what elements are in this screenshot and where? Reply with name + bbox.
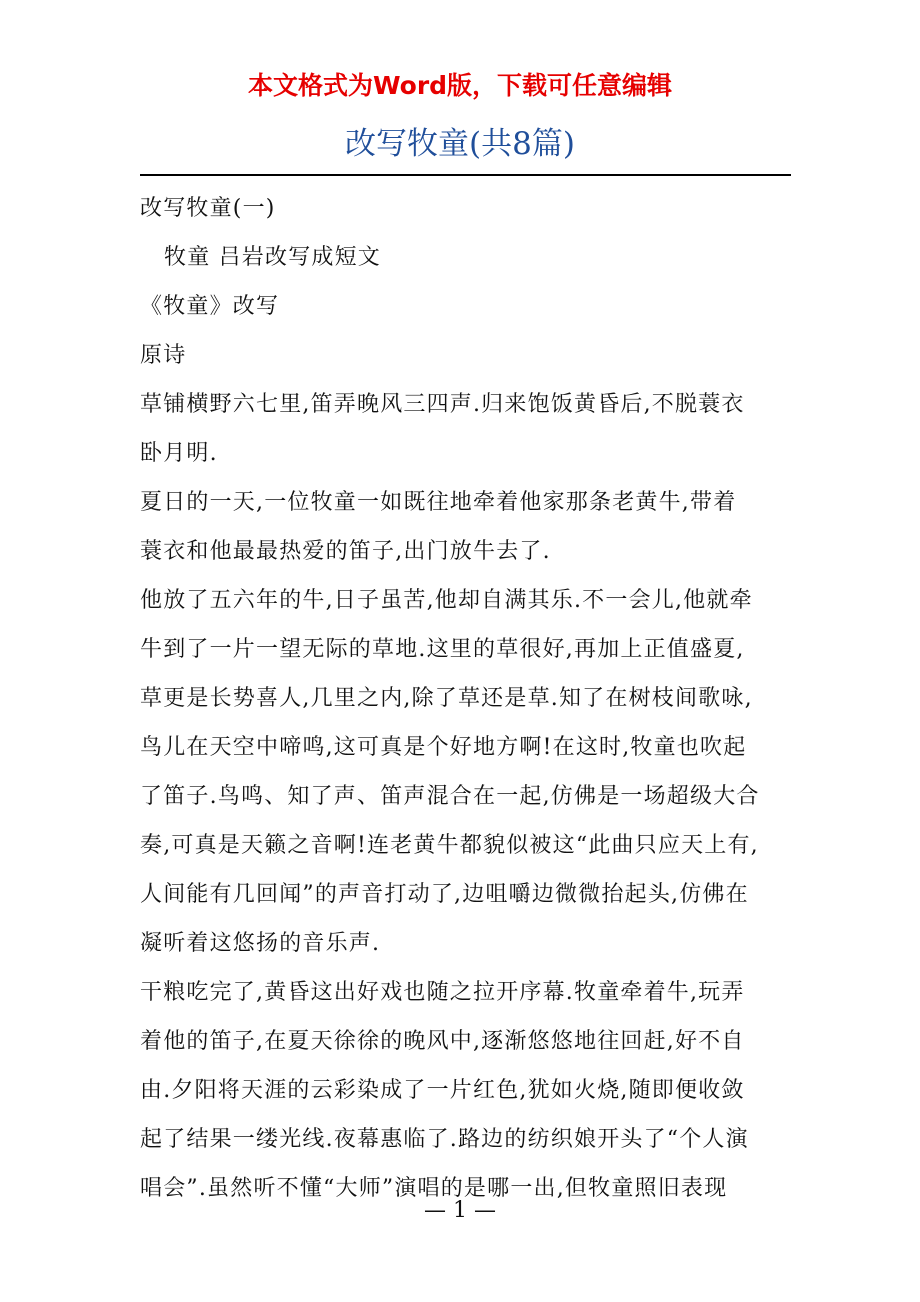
banner-notice: 本文格式为Word版，下载可任意编辑 [247, 71, 673, 100]
text-line: 着他的笛子,在夏天徐徐的晚风中,逐渐悠悠地往回赶,好不自 [140, 1029, 745, 1054]
text-line: 鸟儿在天空中啼鸣,这可真是个好地方啊!在这时,牧童也吹起 [140, 735, 747, 760]
text-line: 夏日的一天,一位牧童一如既往地牵着他家那条老黄牛,带着 [140, 490, 737, 515]
text-line: 蓑衣和他最最热爱的笛子,出门放牛去了. [140, 539, 551, 564]
text-line: 牛到了一片一望无际的草地.这里的草很好,再加上正值盛夏, [140, 637, 745, 662]
text-line: 唱会”.虽然听不懂“大师”演唱的是哪一出,但牧童照旧表现 [140, 1176, 728, 1201]
text-line: 由.夕阳将天涯的云彩染成了一片红色,犹如火烧,随即便收敛 [140, 1078, 745, 1103]
title-divider [140, 174, 791, 176]
text-line: 草更是长势喜人,几里之内,除了草还是草.知了在树枝间歌咏, [140, 686, 753, 711]
text-line: 干粮吃完了,黄昏这出好戏也随之拉开序幕.牧童牵着牛,玩弄 [140, 980, 745, 1005]
text-line: 草铺横野六七里,笛弄晚风三四声.归来饱饭黄昏后,不脱蓑衣 [140, 392, 745, 417]
text-line: 奏,可真是天籁之音啊!连老黄牛都貌似被这“此曲只应天上有, [140, 833, 759, 858]
text-line: 改写牧童(一) [140, 196, 276, 221]
text-line: 他放了五六年的牛,日子虽苦,他却自满其乐.不一会儿,他就牵 [140, 588, 753, 613]
text-line: 《牧童》改写 [140, 294, 280, 319]
page-number: — 1 — [424, 1198, 496, 1223]
text-line: 起了结果一缕光线.夜幕惠临了.路边的纺织娘开头了“个人演 [140, 1127, 749, 1152]
text-line: 了笛子.鸟鸣、知了声、笛声混合在一起,仿佛是一场超级大合 [140, 784, 760, 809]
text-line: 原诗 [140, 343, 187, 368]
text-line: 卧月明. [140, 441, 218, 466]
text-line: 牧童 吕岩改写成短文 [164, 245, 381, 270]
document-body [140, 184, 791, 1213]
document-title: 改写牧童(共8篇) [345, 126, 575, 162]
text-line: 凝听着这悠扬的音乐声. [140, 931, 381, 956]
text-line: 人间能有几回闻”的声音打动了,边咀嚼边微微抬起头,仿佛在 [140, 882, 749, 907]
